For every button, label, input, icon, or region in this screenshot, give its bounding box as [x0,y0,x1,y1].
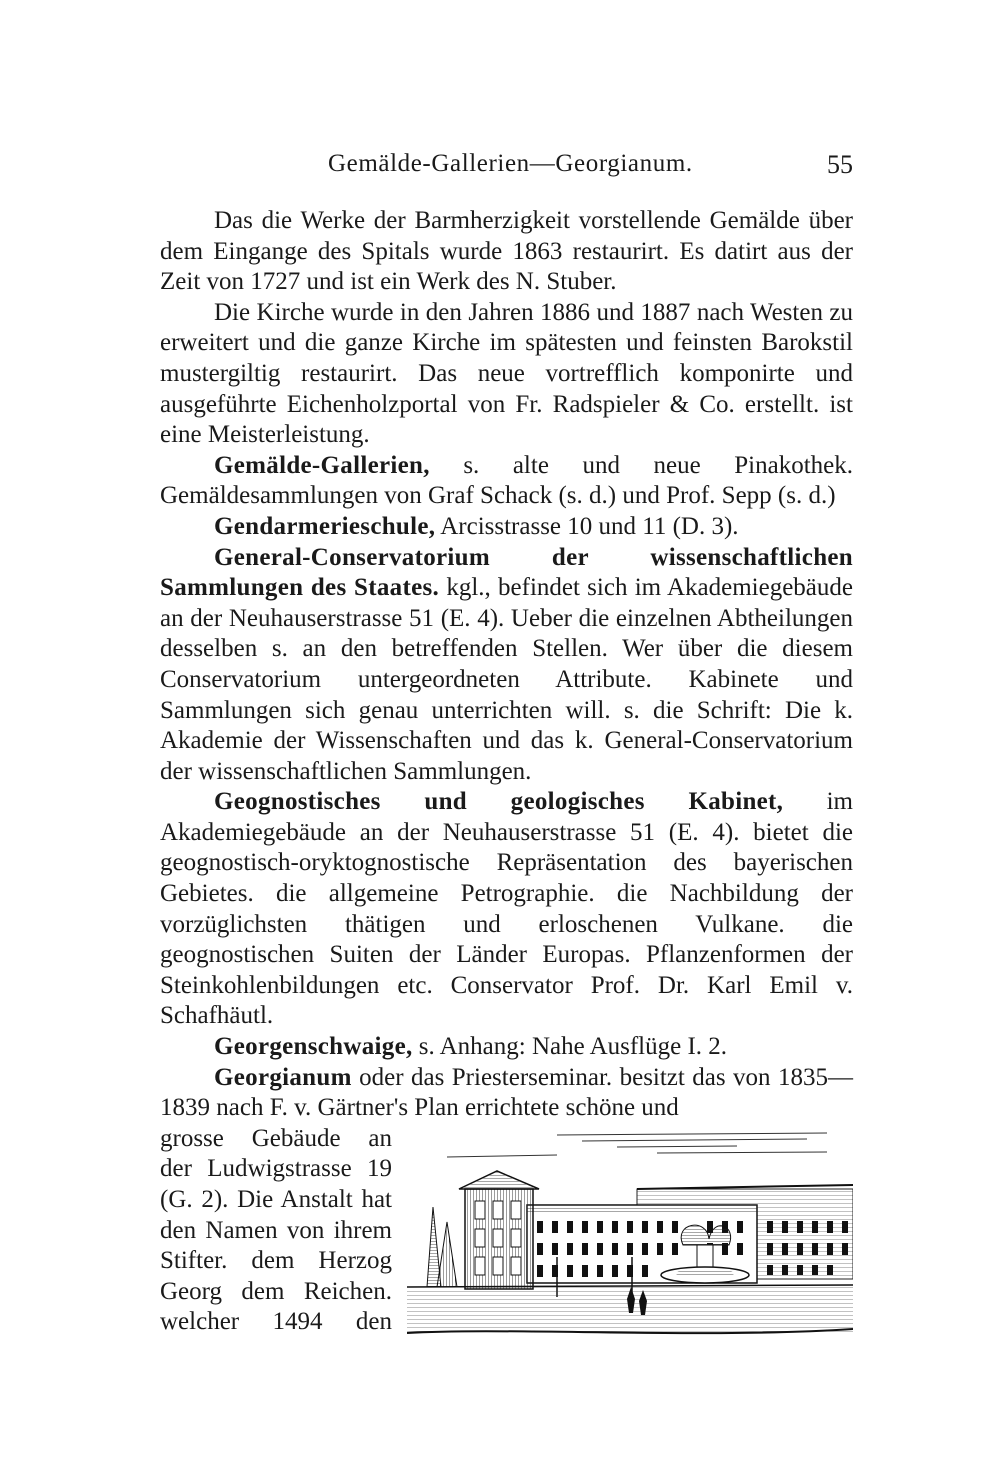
wrap-line: welcher 1494 den [160,1308,392,1336]
entry-gendarmerieschule: Gendarmerieschule, Arcisstrasse 10 und 11 (D. 3). [214,512,739,540]
wrap-line: der Ludwigstrasse 19 [160,1155,392,1183]
entry-headword: Gemälde-Gallerien, [214,451,430,479]
running-title: Gemälde-Gallerien—Georgianum. [328,150,693,177]
wrap-line: Stifter. dem Herzog [160,1247,392,1275]
entry-headword: Georgenschwaige, [214,1033,413,1061]
entry-headword: Georgianum [214,1063,352,1091]
entry-geognostisches-kabinet: Geognostisches und geologisches Kabinet, im Akademiegebäude an der Neuhauserstrasse 51 (E. 4). bietet die geognostisch-oryktognostische Repräsentation des bayerischen Gebietes. die allgemeine Petrographie. die Nachbildung der vorzüglichsten thätigen und erloschenen Vulkane. die geognostischen Suiten der Länder Europas. Pflanzenformen der Steinkohlenbildungen etc. Conservator Prof. Dr. Karl Emil v. Schafhäutl. [160,788,853,1030]
paragraph-spital: Das die Werke der Barmherzigkeit vorstellende Gemälde über dem Eingange des Spitals wurde 1863 restaurirt. Es datirt aus der Zeit von 1727 und ist ein Werk des N. Stuber. [160,207,853,296]
georgianum-engraving [407,1127,853,1340]
entry-headword: Gendarmerieschule, [214,512,436,540]
page-header [160,150,853,184]
wrap-line: Georg dem Reichen. [160,1277,392,1305]
entry-headword: Geognostisches und geologisches Kabinet, [214,788,784,816]
wrap-text [160,1124,392,1338]
wrap-line: (G. 2). Die Anstalt hat [160,1186,392,1213]
wrap-line: grosse Gebäude an [160,1124,392,1152]
georgianum-wrap-block [160,1124,853,1342]
entry-general-conservatorium: General-Conservatorium der wissenschaftlichen Sammlungen des Staates. kgl., befindet sich im Akademiegebäude an der Neuhauserstrasse 51 (E. 4). Ueber die einzelnen Abtheilungen desselben s. an den betreffenden Stellen. Wer über die diesem Conservatorium untergeordneten Attribute. Kabinete und Sammlungen sich genau unterrichten will. s. die Schrift: Die k. Akademie der Wissenschaften und das k. General-Conservatorium der wissenschaftlichen Sammlungen. [160,543,853,785]
entry-gemaelde-gallerien: Gemälde-Gallerien, s. alte und neue Pinakothek. Gemäldesammlungen von Graf Schack (s. d.) und Prof. Sepp (s. d.) [160,451,853,510]
entry-georgianum: Georgianum oder das Priesterseminar. besitzt das von 1835—1839 nach F. v. Gärtner's Plan errichtete schöne und [160,1063,853,1122]
page-body [160,206,853,1342]
paragraph-kirche: Die Kirche wurde in den Jahren 1886 und 1887 nach Westen zu erweitert und die ganze Kirche im spätesten und feinsten Barokstil mustergiltig restaurirt. Das neue vortrefflich komponirte und ausgeführte Eichenholzportal von Fr. Radspieler & Co. erstellt. ist eine Meisterleistung. [160,298,853,449]
entry-georgenschwaige: Georgenschwaige, s. Anhang: Nahe Ausflüge I. 2. [214,1033,728,1061]
entry-headword: General-Conservatorium der wissenschaftlichen Sammlungen des Staates. [160,543,853,602]
wrap-line: den Namen von ihrem [160,1216,392,1244]
page-number: 55 [827,150,853,179]
